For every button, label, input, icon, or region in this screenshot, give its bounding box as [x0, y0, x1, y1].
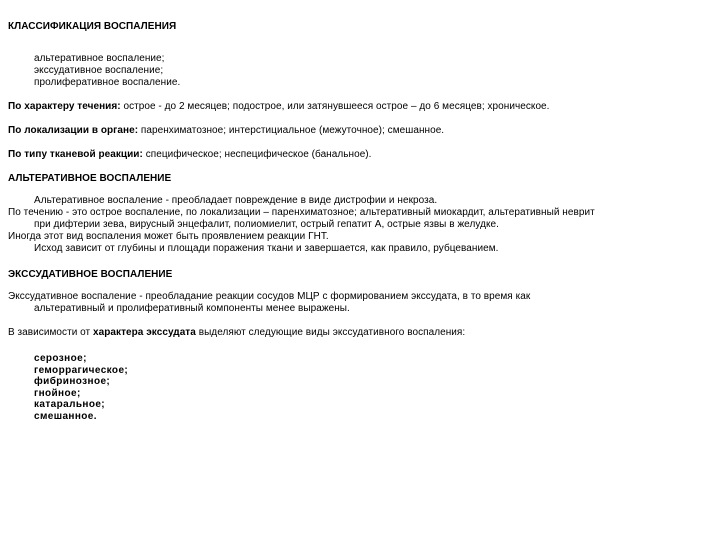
list-item: фибринозное; [34, 376, 111, 388]
exudate-types-list [8, 353, 716, 423]
localization-paragraph [8, 125, 716, 137]
alterative-body [8, 195, 716, 255]
course-paragraph [8, 101, 716, 113]
localization-label: По локализации в органе: [8, 125, 139, 136]
list-item: экссудативное воспаление; [34, 65, 164, 76]
list-item: катаральное; [34, 399, 106, 411]
exudative-definition [8, 291, 716, 315]
list-item: смешанное. [34, 410, 97, 422]
exudative-line: Экссудативное воспаление - преобладание реакции сосудов МЦР с формированием экссудата, в то время как [8, 291, 531, 302]
exudate-intro-text: выделяют следующие виды экссудативного воспаления: [195, 327, 466, 338]
exudative-line: альтеративный и пролиферативный компоненты менее выражены. [34, 303, 350, 314]
list-item: серозное; [34, 353, 87, 364]
alterative-line: По течению - это острое воспаление, по локализации – паренхиматозное; альтеративный миокардит, альтеративный неврит [8, 207, 595, 218]
localization-text: паренхиматозное; интерстициальное (межуточное); смешанное. [138, 125, 445, 136]
tissue-label: По типу тканевой реакции: [8, 149, 143, 160]
list-item: пролиферативное воспаление. [34, 77, 181, 88]
course-label: По характеру течения: [8, 101, 121, 112]
alterative-line: Исход зависит от глубины и площади поражения ткани и завершается, как правило, рубцеванием. [34, 243, 499, 254]
alterative-line: Альтеративное воспаление - преобладает повреждение в виде дистрофии и некроза. [34, 195, 438, 206]
alterative-title: АЛЬТЕРАТИВНОЕ ВОСПАЛЕНИЕ [8, 173, 172, 184]
exudative-title: ЭКССУДАТИВНОЕ ВОСПАЛЕНИЕ [8, 269, 173, 280]
list-item: альтеративное воспаление; [34, 53, 165, 64]
tissue-paragraph [8, 149, 716, 161]
exudate-intro-text: В зависимости от [8, 327, 94, 338]
exudate-character: характера экссудата [93, 327, 196, 338]
course-text: острое - до 2 месяцев; подострое, или затянувшееся острое – до 6 месяцев; хроническое. [120, 101, 550, 112]
tissue-text: специфическое; неспецифическое (банальное). [142, 149, 372, 160]
alterative-line: при дифтерии зева, вирусный энцефалит, полиомиелит, острый гепатит А, острые язвы в желудке. [34, 219, 499, 230]
list-item: гнойное; [34, 387, 81, 399]
classification-title: КЛАССИФИКАЦИЯ ВОСПАЛЕНИЯ [8, 21, 177, 32]
inflammation-kinds-list [8, 53, 716, 89]
exudate-intro [8, 327, 716, 339]
document-page [8, 6, 716, 423]
alterative-line: Иногда этот вид воспаления может быть проявлением реакции ГНТ. [8, 231, 329, 242]
list-item: геморрагическое; [34, 364, 129, 376]
